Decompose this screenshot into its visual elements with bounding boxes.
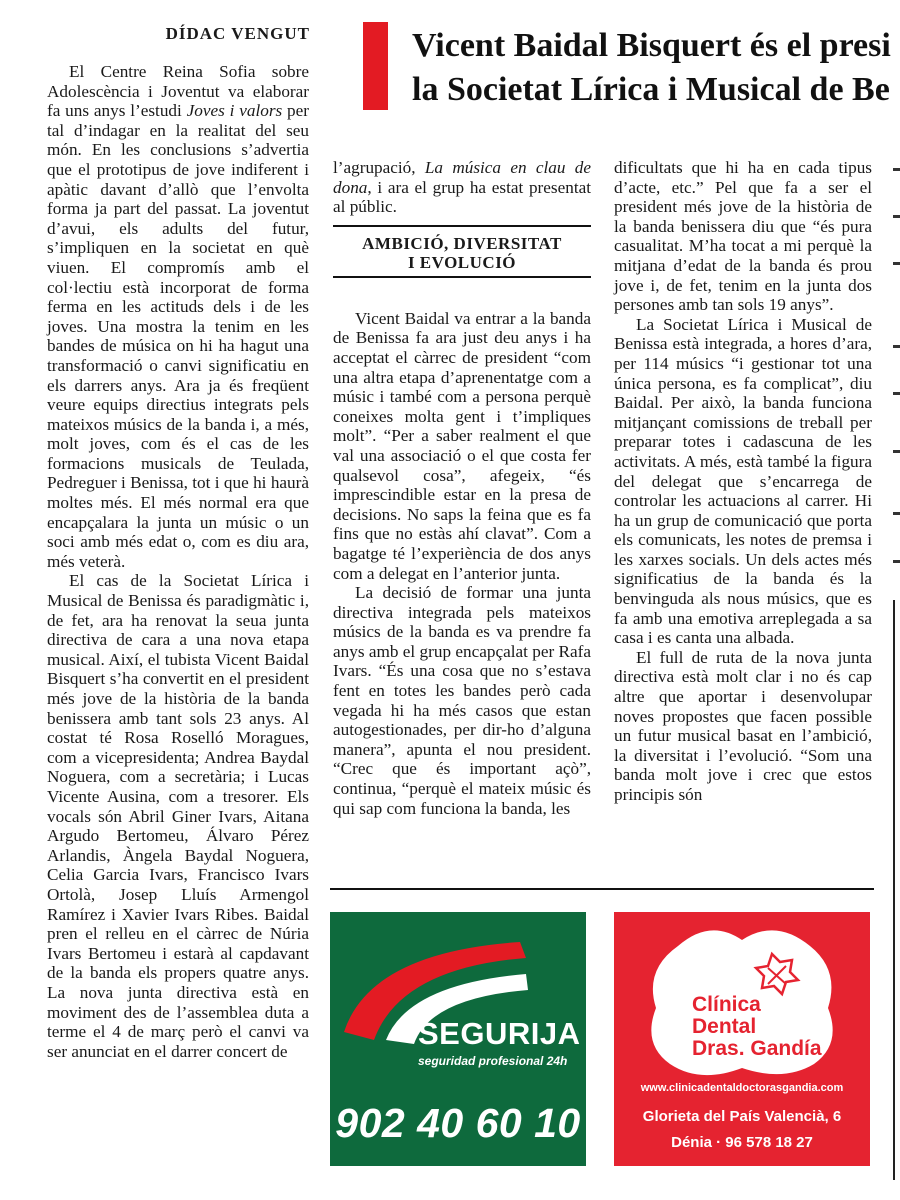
author-byline: DÍDAC VENGUT: [165, 24, 310, 43]
adjacent-text-fragment: [893, 512, 900, 515]
clinica-name-line-1: Clínica: [692, 993, 761, 1016]
segurija-ad[interactable]: [330, 912, 586, 1166]
subhead-rule-bottom: [333, 276, 591, 278]
segurija-phone: 902 40 60 10: [335, 1100, 581, 1146]
article-column-1: [47, 62, 309, 1061]
clinica-name: [692, 994, 822, 1060]
adjacent-text-fragment: [893, 345, 900, 348]
col3-paragraph-0: dificultats que hi ha en cada tipus d’acte, etc.” Pel que fa a ser el president més jove de la història de la banda benissera diu que “és pura casualitat. M’ha tocat a mi perquè la mitjana d’edat de la banda és prou jove i, de fet, tenim en la junta dos persones amb tan sols 19 anys”.: [614, 158, 872, 315]
headline-line-2: la Societat Lírica i Musical de Be: [412, 71, 890, 108]
adjacent-text-fragment: [893, 392, 900, 395]
segurija-tagline: seguridad profesional 24h: [418, 1054, 568, 1068]
headline-line-1: Vicent Baidal Bisquert és el presi: [412, 27, 891, 64]
concert-title: La música en clau de dona: [333, 158, 591, 197]
adjacent-column-rule: [893, 600, 895, 1180]
clinica-name-line-3: Dras. Gandía: [692, 1037, 822, 1060]
col2-paragraph-0: l’agrupació, La música en clau de dona, i ara el grup ha estat presentat al públic.: [333, 158, 591, 217]
adjacent-text-fragment: [893, 168, 900, 171]
clinica-city-phone: Dénia · 96 578 18 27: [671, 1134, 813, 1151]
study-title: Joves i valors: [186, 101, 283, 121]
adjacent-text-fragment: [893, 450, 900, 453]
adjacent-text-fragment: [893, 215, 900, 218]
headline: [412, 24, 900, 112]
clinica-dental-ad[interactable]: [614, 912, 870, 1166]
article-column-3: [614, 158, 872, 805]
col1-paragraph-1: El Centre Reina Sofia sobre Adolescència i Joventut va elaborar fa uns anys l’estudi Joves i valors per tal d’indagar en la realitat del seu món. En les conclusions s’advertia que el prototipus de jove indiferent i apàtic davant d’allò que l’envolta forma ja part del passat. La joventut d’avui, els adults del futur, s’impliquen en la societat en què viuen. El compromís amb el col·lectiu està incorporat de forma ferma en les actituds dels i de les joves. Una mostra la tenim en les bandes de música on hi ha hagut una transformació o canvi significatiu en els darrers anys. Ara ja és freqüent veure equips directius integrats pels mateixos músics de la banda i, a més, molt joves, com és el cas de les formacions musicals de Teulada, Pedreguer i Benissa, tot i que hi haurà moltes més. El més normal era que encapçalara la junta un músic o un soci amb més edat o, com es diu ara, més veterà.: [47, 62, 309, 571]
clinica-website[interactable]: www.clinicadentaldoctorasgandia.com: [640, 1082, 844, 1094]
clinica-address: Glorieta del País Valencià, 6: [642, 1108, 842, 1125]
subhead-line-1: AMBICIÓ, DIVERSITAT: [362, 234, 562, 253]
subhead-rule-top: [333, 225, 591, 227]
col3-paragraph-1: La Societat Lírica i Musical de Benissa està integrada, a hores d’ara, per 114 músics “i gestionar tot una única persona, es fa complicat”, diu Baidal. Per això, la banda funciona mitjançant comissions de treball per preparar totes i cadascuna de les activitats. A més, està també la figura del delegat que s’encarrega de controlar les actuacions al carrer. Hi ha un grup de comunicació que porta els comunicats, les notes de premsa i les xarxes socials. Un dels actes més significatius de la banda és la benvinguda als nous músics, que es fa amb una emotiva arreplegada a sa casa i es canta una albada.: [614, 314, 872, 648]
ads-separator-rule: [330, 888, 874, 890]
col3-paragraph-2: El full de ruta de la nova junta directiva està molt clar i no és cap altre que aportar i desenvolupar noves propostes que facen possible un futur musical basat en l’ambició, la diversitat i l’evolució. “Som una banda molt jove i crec que estos principis són: [614, 647, 872, 804]
subhead-line-2: I EVOLUCIÓ: [407, 253, 517, 272]
clinica-name-line-2: Dental: [692, 1015, 757, 1038]
headline-red-bar: [363, 22, 388, 110]
adjacent-text-fragment: [893, 560, 900, 563]
adjacent-text-fragment: [893, 262, 900, 265]
segurija-brand-name: SEGURIJA: [418, 1016, 581, 1051]
col2-paragraph-1: Vicent Baidal va entrar a la banda de Benissa fa ara just deu anys i ha acceptat el càrrec de president “com una altra etapa d’aprenentatge com a músic i també com a persona perquè coneixes molta gent i t’impliques molt”. “Per a saber realment el que val una associació o el que costa fer qualsevol cosa”, afegeix, “és imprescindible estar en la presa de decisions. No saps la feina que es fa fins que no estàs ahí clavat”. Com a bagatge té l’experiència de dos anys com a delegat en l’anterior junta.: [333, 308, 591, 583]
col2-paragraph-2: La decisió de formar una junta directiva integrada pels mateixos músics de la banda es va prendre fa anys amb el grup encapçalat per Rafa Ivars. “És una cosa que no s’estava fent en totes les bandes però cada vegada hi ha més casos que estan autogestionades, per dir-ho d’alguna manera”, apunta el nou president. “Crec que és important açò”, continua, “perquè el mateix músic és qui sap com funciona la banda, les: [333, 583, 591, 818]
col1-paragraph-2: El cas de la Societat Lírica i Musical de Benissa és paradigmàtic i, de fet, ara ha renovat la seua junta directiva de cara a una nova etapa musical. Així, el tubista Vicent Baidal Bisquert s’ha convertit en el president més jove de la història de la banda benissera amb tant sols 23 anys. Al costat té Rosa Roselló Moragues, com a vicepresidenta; Andrea Baydal Noguera, com a secretària; i Lucas Vicente Ausina, com a tresorer. Els vocals són Abril Giner Ivars, Aitana Argudo Bertomeu, Álvaro Pérez Arlandis, Àngela Baydal Noguera, Celia Garcia Ivars, Francisco Ivars Ortolà, Josep Lluís Armengol Ramírez i Xavier Ivars Ribes. Baidal pren el relleu en el càrrec de Núria Ivars Bertomeu i estarà al capdavant de la banda els propers quatre anys. La nova junta directiva està en moviment des de l’assemblea duta a terme el 4 de març però el canvi va ser anunciat en el darrer concert de: [47, 571, 309, 1061]
subhead: [333, 225, 591, 278]
